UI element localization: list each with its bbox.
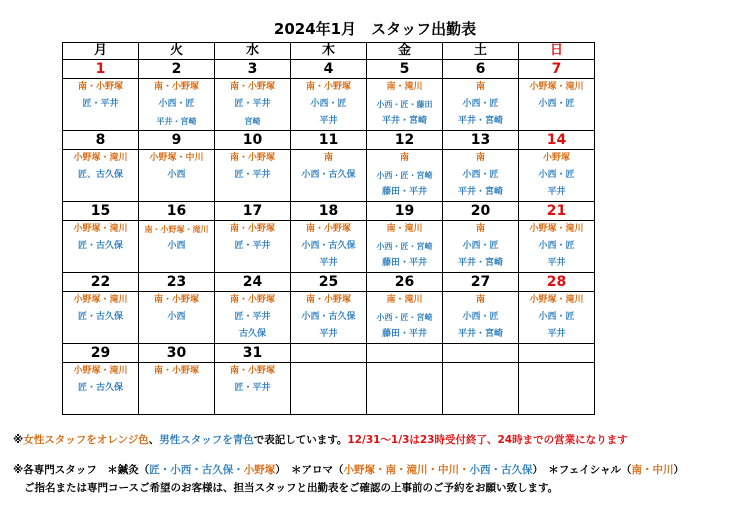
female-staff-line: 南 — [323, 153, 333, 163]
female-staff-line: 南・小野塚 — [153, 295, 199, 305]
male-staff-line: 小西・匠・宮崎 — [376, 242, 433, 251]
day-cell — [139, 131, 215, 202]
day-number: 26 — [367, 273, 442, 292]
female-staff-line: 南・小野塚 — [77, 82, 123, 92]
female-staff-line: 南・滝川 — [386, 224, 423, 234]
male-legend: 男性スタッフを青色 — [159, 434, 254, 446]
color-legend-note — [13, 432, 628, 447]
male-staff-line: 小西・匠 — [538, 170, 575, 180]
weekday-header: 木 — [291, 43, 367, 60]
male-staff-line: 匠・古久保 — [77, 312, 123, 322]
male-staff-line: 小西・匠 — [462, 312, 499, 322]
male-staff-line: 宮崎 — [244, 117, 261, 126]
acupuncture-male-staff: 匠・小西・古久保・ — [149, 464, 244, 476]
male-staff-line: 小西・匠・宮崎 — [376, 313, 433, 322]
female-staff-line: 南・小野塚 — [305, 224, 351, 234]
day-number — [367, 344, 442, 363]
male-staff-line: 小西・匠 — [462, 170, 499, 180]
male-staff-line: 平井・宮崎 — [457, 116, 503, 126]
male-staff-line: 匠・平井 — [234, 383, 271, 393]
day-cell — [291, 344, 367, 415]
week-row — [63, 60, 595, 131]
day-number: 18 — [291, 202, 366, 221]
day-number: 4 — [291, 60, 366, 79]
female-staff-line: 南 — [475, 153, 485, 163]
weekday-header: 水 — [215, 43, 291, 60]
male-staff-line: 匠・平井 — [234, 99, 271, 109]
male-staff-line: 匠、古久保 — [77, 170, 123, 180]
male-staff-line: 平井 — [319, 329, 338, 339]
male-staff-line: 平井 — [547, 329, 566, 339]
day-cell — [139, 273, 215, 344]
male-staff-line: 小西・古久保 — [301, 312, 356, 322]
day-number — [291, 344, 366, 363]
male-staff-line: 小西・匠 — [462, 241, 499, 251]
weekday-header: 土 — [443, 43, 519, 60]
day-cell — [519, 60, 595, 131]
note-prefix: ※ — [13, 434, 24, 446]
day-number: 3 — [215, 60, 290, 79]
day-cell — [367, 131, 443, 202]
day-cell — [291, 202, 367, 273]
male-staff-line: 小西・匠 — [538, 312, 575, 322]
day-cell — [367, 202, 443, 273]
female-staff-line: 小野塚・滝川 — [73, 366, 128, 376]
day-number: 8 — [63, 131, 138, 150]
male-staff-line: 平井・宮崎 — [381, 116, 427, 126]
female-staff-line: 小野塚・中川 — [149, 153, 204, 163]
day-number: 15 — [63, 202, 138, 221]
female-staff-line: 小野塚・滝川 — [529, 224, 584, 234]
female-staff-line: 小野塚・滝川 — [529, 295, 584, 305]
male-staff-line: 藤田・平井 — [381, 258, 427, 268]
day-cell — [215, 202, 291, 273]
female-staff-line: 南・小野塚 — [153, 366, 199, 376]
male-staff-line: 小西 — [167, 241, 186, 251]
day-number: 11 — [291, 131, 366, 150]
day-cell — [367, 60, 443, 131]
male-staff-line: 小西・匠 — [538, 241, 575, 251]
week-row — [63, 131, 595, 202]
schedule-table — [62, 42, 595, 415]
aroma-female-staff: 小野塚・南・滝川・中川・ — [343, 464, 470, 476]
day-number: 22 — [63, 273, 138, 292]
day-number: 20 — [443, 202, 518, 221]
day-cell — [139, 60, 215, 131]
day-number: 9 — [139, 131, 214, 150]
female-staff-line: 南・滝川 — [386, 82, 423, 92]
day-cell — [63, 273, 139, 344]
day-number: 25 — [291, 273, 366, 292]
male-staff-line: 匠・平井 — [234, 312, 271, 322]
day-cell — [63, 60, 139, 131]
day-cell — [443, 60, 519, 131]
female-legend: 女性スタッフをオレンジ色 — [23, 434, 149, 446]
female-staff-line: 南・小野塚 — [229, 366, 275, 376]
day-cell — [519, 131, 595, 202]
day-number — [519, 344, 594, 363]
male-staff-line: 小西・匠・宮崎 — [376, 171, 433, 180]
day-number: 1 — [63, 60, 138, 79]
day-cell — [291, 273, 367, 344]
facial-female-staff: 南・中川 — [631, 464, 674, 476]
day-cell — [63, 344, 139, 415]
day-number: 30 — [139, 344, 214, 363]
aroma-male-staff: 小西・古久保 — [469, 464, 533, 476]
page-title: 2024年1月 スタッフ出勤表 — [273, 20, 477, 38]
day-cell — [215, 344, 291, 415]
male-staff-line: 藤田・平井 — [381, 329, 427, 339]
male-staff-line: 匠・平井 — [234, 241, 271, 251]
acupuncture-female-staff: 小野塚 — [243, 464, 276, 476]
male-staff-line: 小西・匠 — [462, 99, 499, 109]
day-cell — [215, 131, 291, 202]
male-staff-line: 小西・匠・藤田 — [376, 100, 433, 109]
female-staff-line: 南・小野塚 — [229, 224, 275, 234]
weekday-header-row — [63, 43, 595, 60]
male-staff-line: 小西・匠 — [538, 99, 575, 109]
day-cell — [443, 131, 519, 202]
day-number: 7 — [519, 60, 594, 79]
day-number: 2 — [139, 60, 214, 79]
male-staff-line: 小西 — [167, 312, 186, 322]
female-staff-line: 小野塚・滝川 — [73, 224, 128, 234]
note-suffix: で表記しています。 — [253, 434, 348, 446]
day-number — [443, 344, 518, 363]
male-staff-line: 平井・宮崎 — [457, 187, 503, 197]
holiday-hours-note: 12/31～1/3は23時受付終了、24時までの営業になります — [347, 434, 628, 446]
specialist-acupuncture-label: ※各専門スタッフ ＊鍼灸（ — [13, 464, 150, 476]
day-cell — [519, 344, 595, 415]
male-staff-line: 小西・匠 — [310, 99, 347, 109]
female-staff-line: 南・小野塚 — [229, 153, 275, 163]
day-cell — [367, 344, 443, 415]
day-cell — [291, 131, 367, 202]
female-staff-line: 南 — [475, 82, 485, 92]
male-staff-line: 平井 — [319, 116, 338, 126]
day-number: 5 — [367, 60, 442, 79]
female-staff-line: 小野塚・滝川 — [73, 295, 128, 305]
male-staff-line: 平井 — [547, 258, 566, 268]
day-number: 10 — [215, 131, 290, 150]
day-cell — [519, 202, 595, 273]
female-staff-line: 南・小野塚 — [153, 82, 199, 92]
day-number: 14 — [519, 131, 594, 150]
week-row — [63, 344, 595, 415]
specialist-close-paren: ） — [673, 464, 684, 476]
day-number: 23 — [139, 273, 214, 292]
male-staff-line: 平井 — [547, 187, 566, 197]
female-staff-line: 小野塚 — [542, 153, 570, 163]
weekday-header: 日 — [519, 43, 595, 60]
day-number: 12 — [367, 131, 442, 150]
day-number: 21 — [519, 202, 594, 221]
day-number: 6 — [443, 60, 518, 79]
specialist-facial-label: ） ＊フェイシャル（ — [532, 464, 632, 476]
day-cell — [443, 202, 519, 273]
male-staff-line: 平井・宮崎 — [156, 117, 197, 126]
day-cell — [443, 273, 519, 344]
week-row — [63, 202, 595, 273]
day-number: 19 — [367, 202, 442, 221]
female-staff-line: 南・小野塚・滝川 — [144, 225, 209, 234]
male-staff-line: 小西・古久保 — [301, 170, 356, 180]
male-staff-line: 匠・古久保 — [77, 241, 123, 251]
male-staff-line: 匠・古久保 — [77, 383, 123, 393]
male-staff-line: 小西・匠 — [158, 99, 195, 109]
male-staff-line: 匠・平井 — [234, 170, 271, 180]
day-number: 24 — [215, 273, 290, 292]
week-row — [63, 273, 595, 344]
day-cell — [139, 202, 215, 273]
day-cell — [291, 60, 367, 131]
note-separator: 、 — [148, 434, 160, 446]
male-staff-line: 平井・宮崎 — [457, 329, 503, 339]
female-staff-line: 南・滝川 — [386, 295, 423, 305]
male-staff-line: 小西・古久保 — [301, 241, 356, 251]
male-staff-line: 古久保 — [238, 329, 266, 339]
specialist-staff-note — [13, 462, 684, 477]
reservation-note: ご指名または専門コースご希望のお客様は、担当スタッフと出勤表をご確認の上事前のご予約をお願い致します。 — [24, 482, 559, 494]
day-cell — [139, 344, 215, 415]
day-number: 28 — [519, 273, 594, 292]
female-staff-line: 小野塚・滝川 — [529, 82, 584, 92]
day-number: 17 — [215, 202, 290, 221]
day-cell — [63, 131, 139, 202]
female-staff-line: 南・小野塚 — [229, 295, 275, 305]
day-number: 16 — [139, 202, 214, 221]
female-staff-line: 南・小野塚 — [229, 82, 275, 92]
female-staff-line: 南・小野塚 — [305, 295, 351, 305]
day-number: 29 — [63, 344, 138, 363]
day-cell — [519, 273, 595, 344]
day-cell — [215, 60, 291, 131]
female-staff-line: 南・小野塚 — [305, 82, 351, 92]
male-staff-line: 平井 — [319, 258, 338, 268]
weekday-header: 火 — [139, 43, 215, 60]
weekday-header: 月 — [63, 43, 139, 60]
male-staff-line: 匠・平井 — [82, 99, 119, 109]
weekday-header: 金 — [367, 43, 443, 60]
male-staff-line: 小西 — [167, 170, 186, 180]
day-number: 27 — [443, 273, 518, 292]
male-staff-line: 藤田・平井 — [381, 187, 427, 197]
day-number: 13 — [443, 131, 518, 150]
day-cell — [367, 273, 443, 344]
female-staff-line: 南 — [399, 153, 409, 163]
female-staff-line: 南 — [475, 295, 485, 305]
male-staff-line: 平井・宮崎 — [457, 258, 503, 268]
female-staff-line: 南 — [475, 224, 485, 234]
day-cell — [63, 202, 139, 273]
female-staff-line: 小野塚・滝川 — [73, 153, 128, 163]
specialist-aroma-label: ） ＊アロマ（ — [275, 464, 344, 476]
day-cell — [215, 273, 291, 344]
day-number: 31 — [215, 344, 290, 363]
day-cell — [443, 344, 519, 415]
